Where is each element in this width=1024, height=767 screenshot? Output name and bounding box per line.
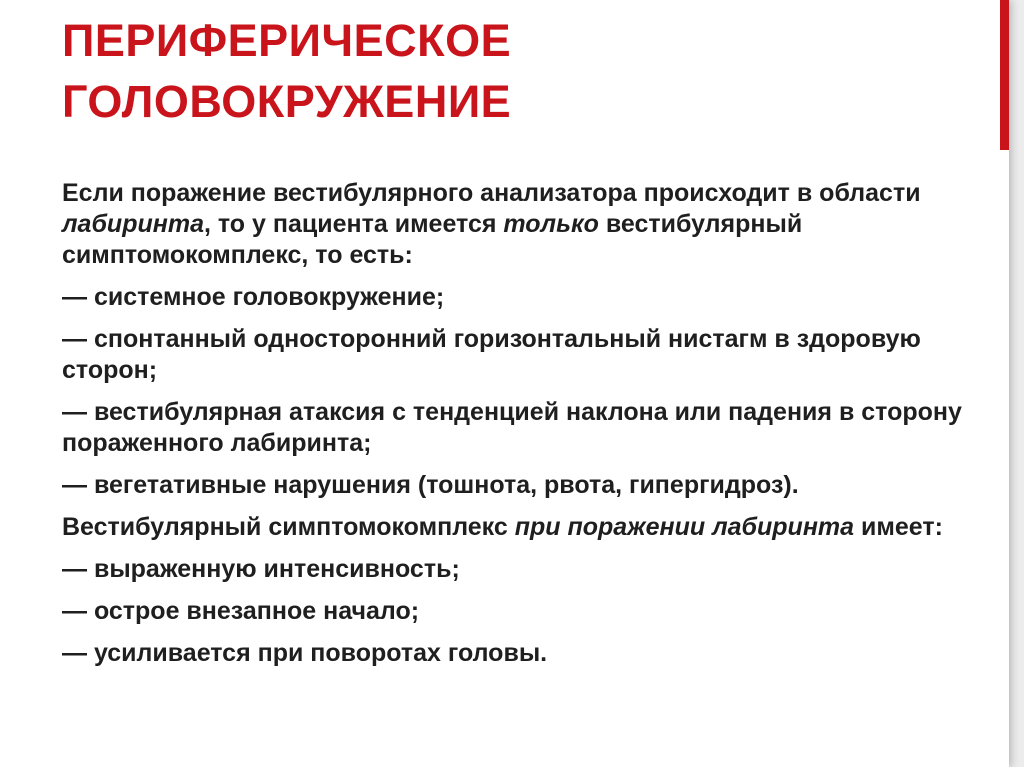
symptom-item: — системное головокружение;: [62, 283, 445, 311]
title-line-1: ПЕРИФЕРИЧЕСКОЕ: [62, 15, 512, 66]
symptom-item: — вегетативные нарушения (тошнота, рвота, гипергидроз).: [62, 471, 799, 499]
intro-text-2: , то у пациента имеется: [203, 210, 504, 238]
symptom-item: — спонтанный односторонний горизонтальный нистагм в здоровую сторон;: [62, 325, 921, 384]
intro-italic-2: только: [503, 210, 599, 238]
intro-text-1: Если поражение вестибулярного анализатора происходит в области: [62, 179, 921, 207]
feature-item: — острое внезапное начало;: [62, 597, 420, 625]
slide-title: [62, 10, 962, 132]
second-text-2: имеет:: [854, 513, 943, 541]
second-text-1: Вестибулярный симптомокомплекс: [62, 513, 515, 541]
intro-italic-1: лабиринта: [62, 210, 204, 238]
symptom-item: — вестибулярная атаксия с тенденцией наклона или падения в сторону пораженного лабиринта;: [62, 398, 962, 457]
second-italic-1: при поражении лабиринта: [514, 513, 855, 541]
accent-bar: [1000, 0, 1009, 150]
intro-text-3: вестибулярный симптомокомплекс, то есть:: [62, 210, 803, 269]
slide-body: [62, 178, 972, 680]
second-paragraph: [62, 512, 972, 543]
feature-item: — выраженную интенсивность;: [62, 555, 460, 583]
feature-item: — усиливается при поворотах головы.: [62, 639, 548, 667]
intro-paragraph: [62, 178, 972, 271]
title-line-2: ГОЛОВОКРУЖЕНИЕ: [62, 76, 512, 127]
